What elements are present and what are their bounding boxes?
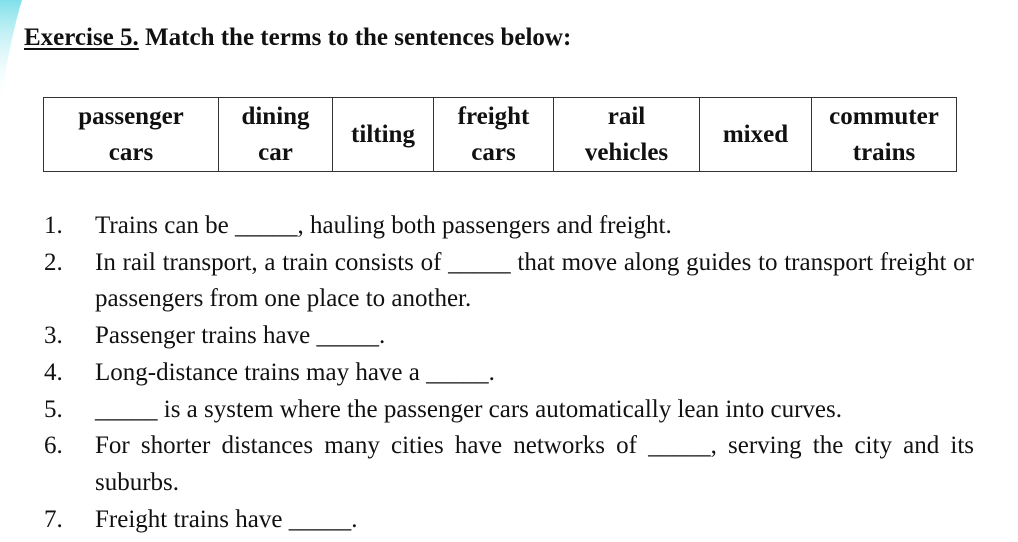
sentence-text: Long-distance trains may have a _____. xyxy=(95,358,495,386)
sentence-item xyxy=(44,392,974,429)
sentence-number: 6. xyxy=(44,432,63,460)
sentence-item xyxy=(44,502,974,539)
term-cell: tilting xyxy=(333,98,434,172)
term-cell: passenger cars xyxy=(44,98,219,172)
sentence-item xyxy=(44,428,974,501)
corner-decoration xyxy=(0,0,30,110)
sentence-item xyxy=(44,318,974,355)
sentence-item xyxy=(44,208,974,245)
sentence-text: Passenger trains have _____. xyxy=(95,322,386,350)
term-cell: mixed xyxy=(700,98,812,172)
sentence-item xyxy=(44,245,974,318)
sentence-list xyxy=(44,208,974,538)
sentence-number: 2. xyxy=(44,248,63,276)
sentence-text: _____ is a system where the passenger cars automatically lean into curves. xyxy=(95,395,842,423)
exercise-title xyxy=(24,24,571,52)
term-cell: dining car xyxy=(219,98,333,172)
exercise-label: Exercise 5. xyxy=(24,24,139,51)
sentence-number: 4. xyxy=(44,358,63,386)
sentence-number: 5. xyxy=(44,395,63,423)
sentence-text: For shorter distances many cities have networks of _____, serving the city and its suburbs. xyxy=(95,432,974,496)
sentence-text: Trains can be _____, hauling both passengers and freight. xyxy=(95,212,672,239)
sentence-text: Freight trains have _____. xyxy=(95,505,358,533)
term-cell: commuter trains xyxy=(812,98,957,172)
term-cell: rail vehicles xyxy=(554,98,700,172)
sentence-number: 1. xyxy=(44,212,63,239)
sentence-number: 7. xyxy=(44,505,63,533)
terms-row xyxy=(44,98,957,172)
sentence-item xyxy=(44,355,974,392)
term-cell: freight cars xyxy=(434,98,554,172)
terms-table xyxy=(43,97,957,172)
exercise-instruction: Match the terms to the sentences below: xyxy=(138,24,572,51)
sentence-number: 3. xyxy=(44,322,63,350)
sentence-text: In rail transport, a train consists of _____ that move along guides to transport freight or passengers from one place to another. xyxy=(95,248,974,313)
